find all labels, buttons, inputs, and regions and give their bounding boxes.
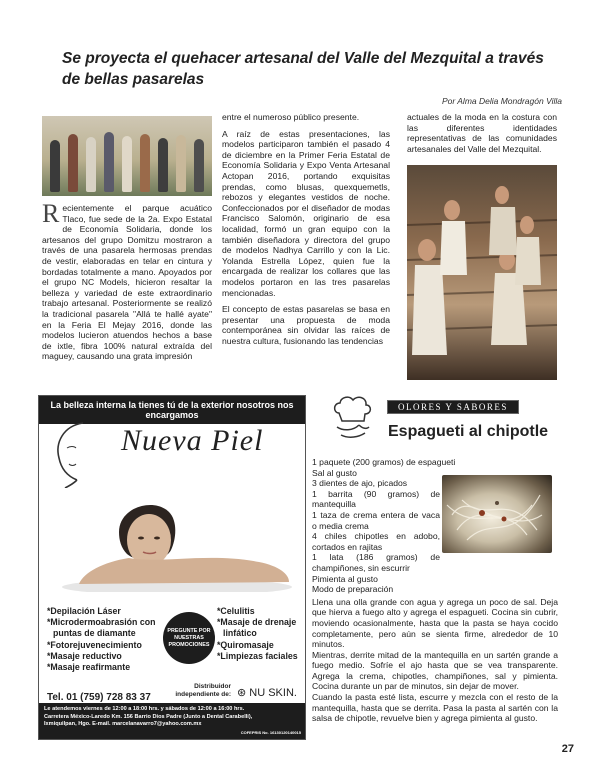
recipe-title: Espagueti al chipotle	[388, 423, 549, 440]
ad-banner: La belleza interna la tienes tú de la exterior nosotros nos encargamos	[39, 396, 305, 424]
article-column-2	[222, 112, 390, 352]
services-list-left	[47, 606, 165, 673]
chef-hat-icon	[329, 395, 373, 443]
nu-skin-logo	[237, 686, 297, 699]
models-stairs-photo	[407, 165, 557, 380]
article-column-3	[407, 112, 557, 160]
service-item: *Quiromasaje	[217, 639, 274, 650]
ingredient-item: 1 taza de crema entera de vaca o media crema	[312, 509, 440, 531]
service-item: *Depilación Láser	[47, 606, 121, 616]
ingredients-list	[312, 457, 456, 595]
ingredient-item: 1 paquete (200 gramos) de espagueti	[312, 457, 456, 467]
runway-group-photo	[42, 116, 212, 196]
article-column-1	[42, 199, 212, 368]
ad-phone: Tel. 01 (759) 728 83 37	[47, 692, 151, 703]
ingredient-item: 1 lata (186 gramos) de champiñones, sin escurrir	[312, 552, 440, 573]
recipe-body	[312, 457, 558, 724]
ad-email: Ixmiquilpan, Hgo. E-mail. marcelanavarro7@yahoo.com.mx	[44, 721, 202, 728]
promotions-badge: PREGUNTE POR NUESTRAS PROMOCIONES	[163, 612, 215, 664]
section-tag: OLORES Y SABORES	[387, 400, 519, 414]
column-2-paragraph-2: A raíz de estas presentaciones, las modelos participaron también el pasado 4 de diciembre en la Primer Feria Estatal de Economía Solidaria y Expo Venta Artesanal Actopan 2016, portando exquisitas prendas, como blusas, quexquemetls, rebozos y elegantes vestidos de noche. Confeccionados por el diseñador de modas Francisco Salomón, originario de esa localidad, formó un gran equipo con la también diseñadora y directora del grupo de modelos Nadhya Carrillo y con la Lic. Yolanda Estrella López, quien fue la encargada de realizar los collares que las modelos portaron en las tres pasarelas mencionadas.	[222, 128, 390, 298]
ingredient-item: Sal al gusto	[312, 467, 357, 478]
nueva-piel-advertisement	[38, 395, 306, 740]
ad-address: Carretera México-Laredo Km. 156 Barrio Dios Padre (Junto a Dental Carabelli),	[44, 713, 253, 720]
preparation-step: Mientras, derrite mitad de la mantequilla en un sartén grande a fuego medio. Sofríe el ajo hasta que se vea transparente. Agrega la crema, chipotles, champiñones, sal y pimienta. Cocina durante un par de minutos, sin dejar de mover.	[312, 649, 558, 692]
nu-skin-icon: ⊛	[237, 687, 247, 699]
distributor-label: Distribuidor independiente de:	[175, 683, 231, 698]
ad-model-photo	[59, 492, 295, 592]
cofepris-number: COFEPRIS No. 16130120140015	[240, 730, 301, 736]
nu-skin-text: NU SKIN.	[249, 687, 297, 699]
article-author: Por Alma Delia Mondragón Villa	[441, 96, 562, 106]
column-1-text: ecientemente el parque acuático Tlaco, fue sede de la 2a. Expo Estatal de Economía Solidaria, donde los artesanos del grupo Domitzu mostraron a través de una pasarela hermosas prendas de vestir, elaboradas en telar en cintura y bordadas totalmente a mano. Apoyados por el grupo NC Models, hicieron resaltar la belleza y variedad de este extraordinario trabajo artesanal. Posteriormente se realizó la tradicional pasarela "Allá te hallé ayate" en la Feria El Mejay 2016, donde las modelos lucieron atuendos hechos a base de ixtle, fibra 100% natural extraída del maguey, causando una grata impresión	[42, 203, 212, 362]
page-number: 27	[561, 743, 574, 755]
service-item: *Masaje reductivo	[47, 650, 122, 661]
dropcap: R	[42, 199, 60, 228]
preparation-step: Llena una olla grande con agua y agrega un poco de sal. Deja que hierva a fuego alto y agrega el espagueti. Cocina sin cubrir, moviendo ocasionalmente, hasta que la pasta se haya cocido completamente, pero aún se sienta firme, alrededor de 10 minutos.	[312, 596, 558, 650]
service-item: *Celulitis	[217, 606, 255, 616]
column-3-text: actuales de la moda en la costura con las diferentes identidades representativas de las comunidades artesanales del Valle del Mezquital.	[407, 112, 557, 154]
service-item: puntas de diamante	[53, 628, 136, 639]
ad-hours: Le atendemos viernes de 12:00 a 18:00 hrs. y sábados de 12:00 a 16:00 hrs.	[44, 706, 245, 712]
ingredient-item: 1 barrita (90 gramos) de mantequilla	[312, 488, 440, 510]
service-item: *Masaje reafirmante	[47, 662, 131, 673]
preparation-steps	[312, 597, 558, 724]
article-title: Se proyecta el quehacer artesanal del Valle del Mezquital a través de bellas pasarelas	[62, 50, 544, 88]
service-item: linfático	[223, 628, 257, 639]
ad-brand-logo: Nueva Piel	[121, 424, 264, 457]
column-2-paragraph-1: entre el numeroso público presente.	[222, 112, 360, 122]
service-item: *Fotorejuvenecimiento	[47, 639, 142, 650]
service-item: *Limpiezas faciales	[217, 650, 298, 661]
services-list-right	[217, 606, 306, 662]
face-sketch-icon	[43, 418, 103, 488]
preparation-heading: Modo de preparación	[312, 584, 394, 595]
column-2-paragraph-3: El concepto de estas pasarelas se basa en presentar una propuesta de moda contemporánea sin olvidar las raíces de nuestra cultura, fusionando las tendencias	[222, 304, 390, 346]
ingredient-item: 4 chiles chipotles en adobo, cortados en rajitas	[312, 531, 440, 552]
ad-footer	[39, 703, 305, 739]
service-item: *Masaje de drenaje	[217, 617, 297, 628]
ingredient-item: Pimienta al gusto	[312, 573, 378, 584]
ingredient-item: 3 dientes de ajo, picados	[312, 478, 408, 489]
preparation-step: Cuando la pasta esté lista, escurre y mezcla con el resto de la mantequilla, hasta que se derrita. Pasa la pasta al sartén con la salsa de chipotle, revuelve bien y agrega pimienta al gusto.	[312, 692, 558, 724]
service-item: *Microdermoabrasión con	[47, 617, 156, 628]
